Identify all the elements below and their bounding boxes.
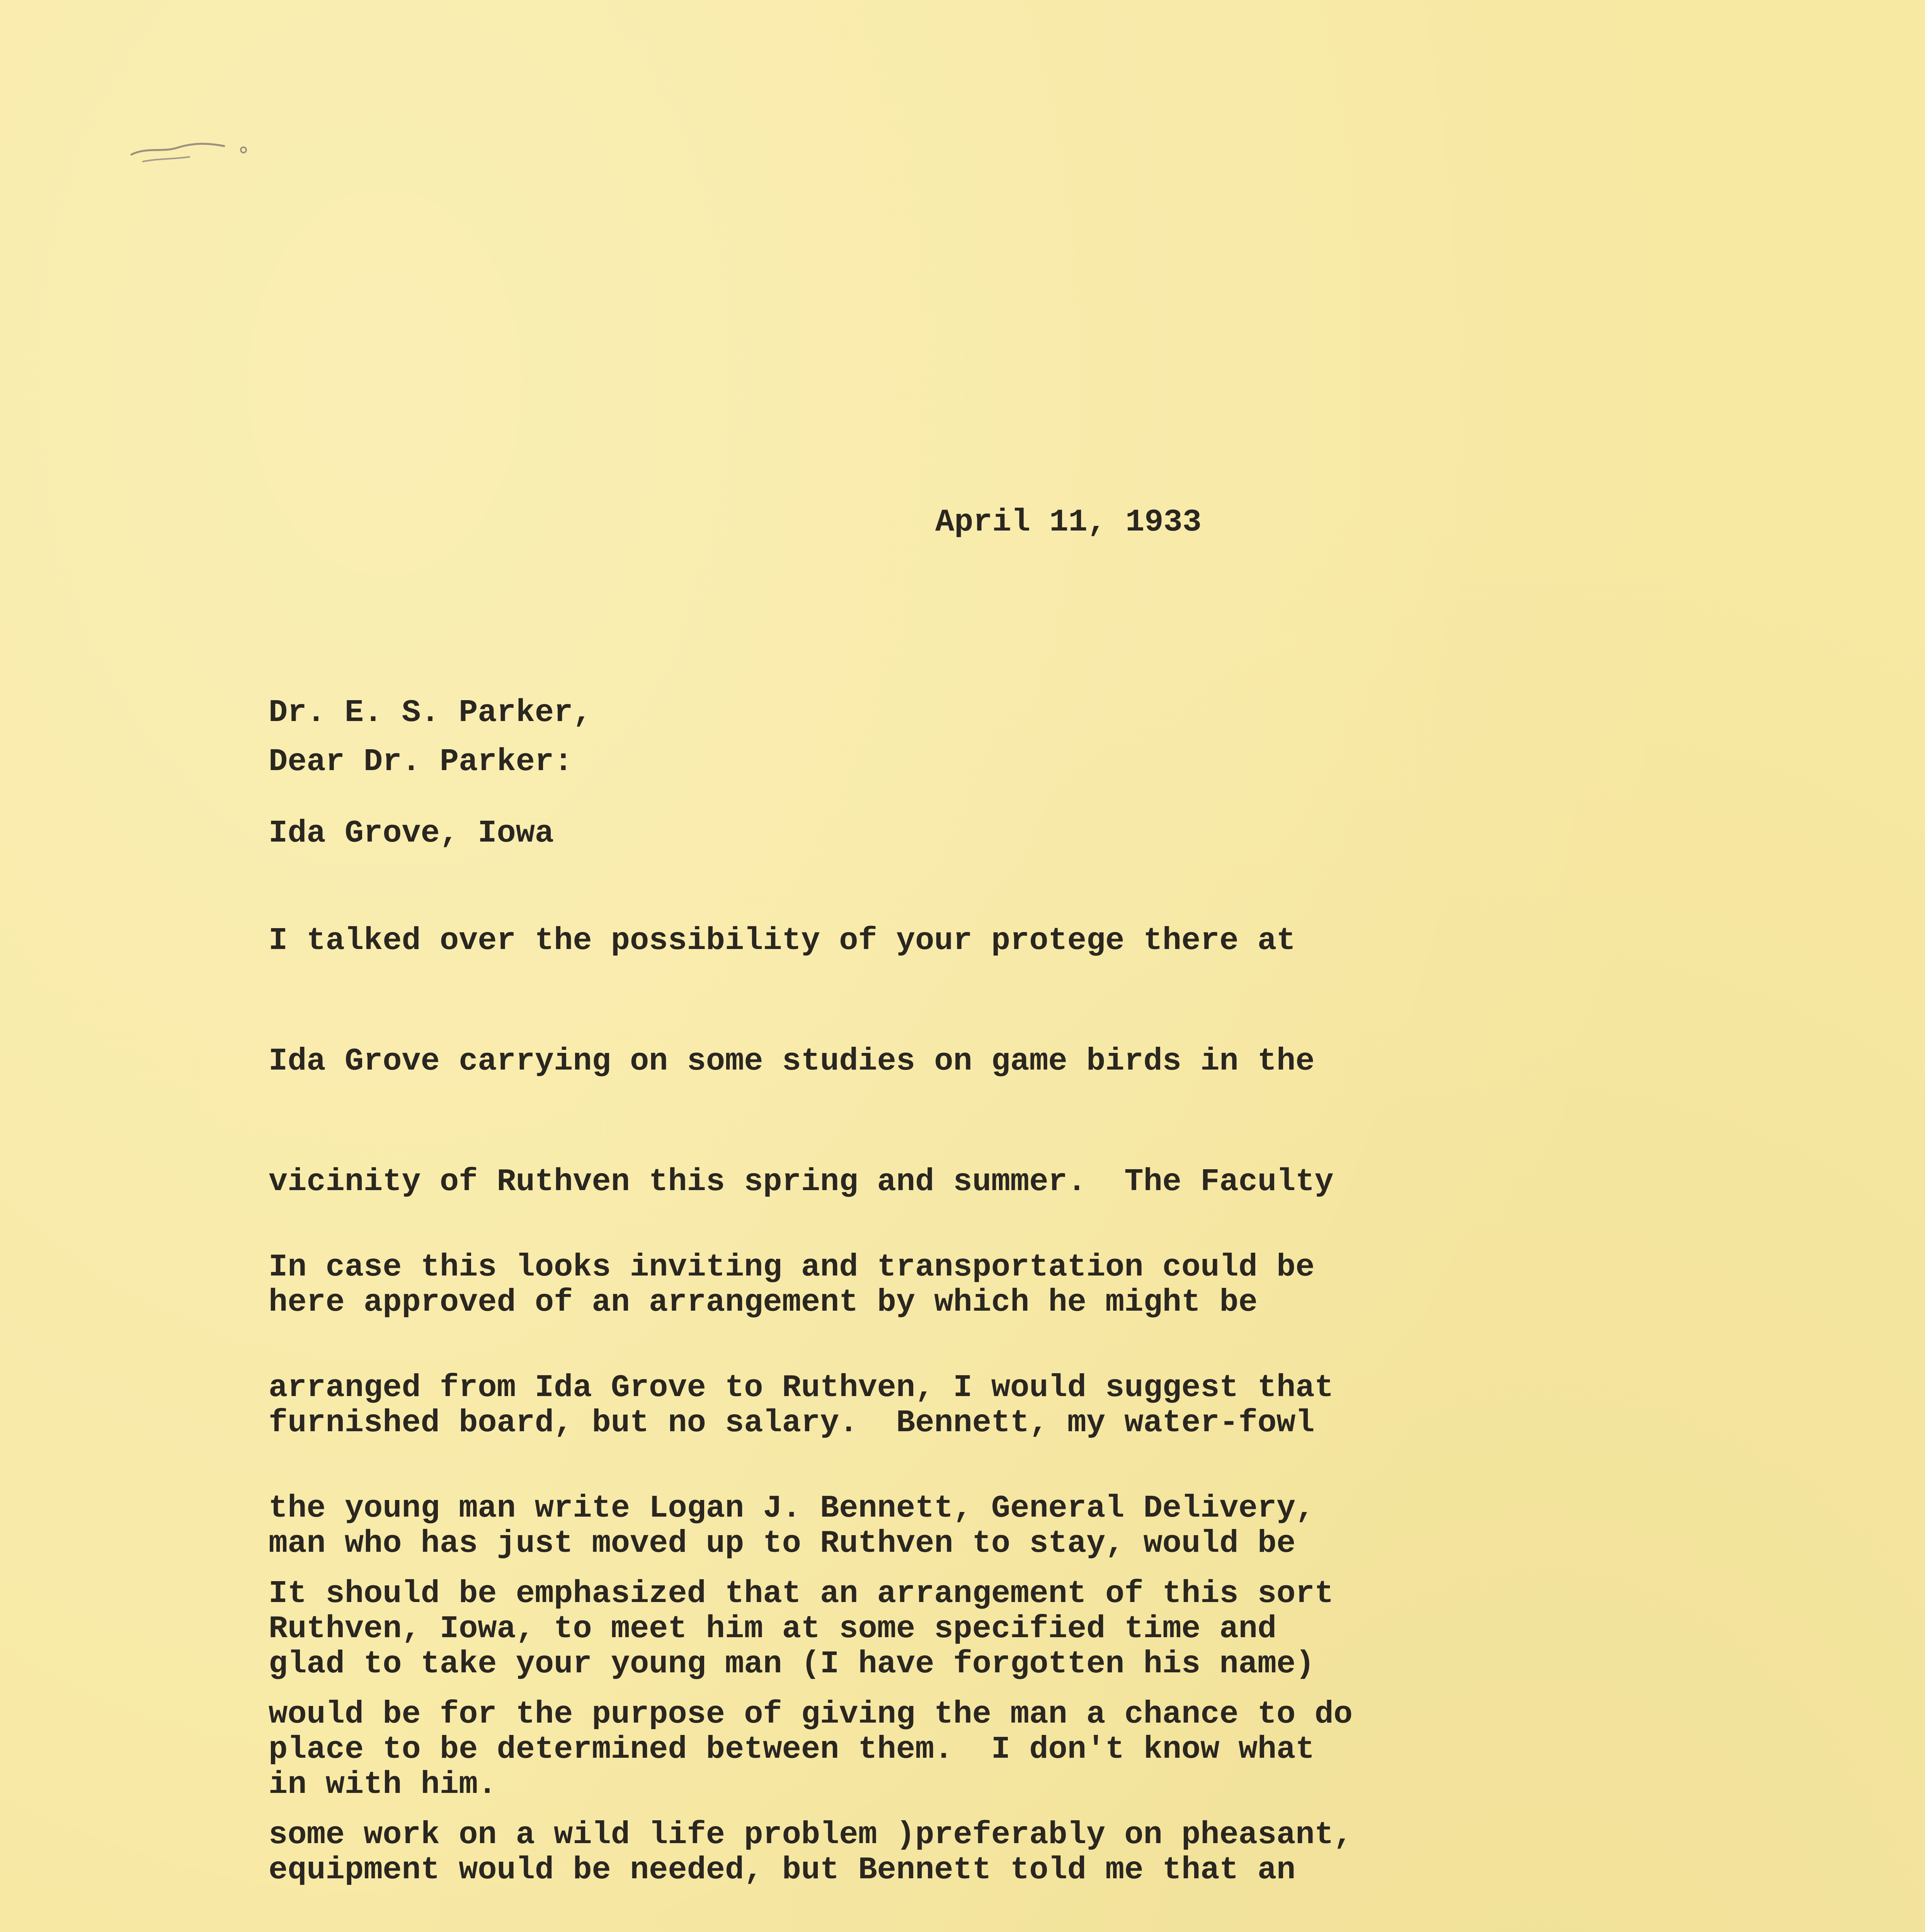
paragraph-3 bbox=[269, 1493, 1448, 1932]
salutation: Dear Dr. Parker: bbox=[269, 744, 573, 780]
paragraph-4 bbox=[269, 1872, 1448, 1932]
text-line: vicinity of Ruthven this spring and summer. The Faculty bbox=[269, 1164, 1334, 1200]
text-line: equipment would be needed, but Bennett told me that an bbox=[269, 1852, 1296, 1888]
text-line: here approved of an arrangement by which he might be bbox=[269, 1284, 1258, 1320]
letter-date: April 11, 1933 bbox=[935, 504, 1202, 540]
text-line: in with him. bbox=[269, 1767, 497, 1803]
text-line: Ruthven, Iowa, to meet him at some specified time and bbox=[269, 1611, 1277, 1647]
text-line: It should be emphasized that an arrangement of this sort bbox=[269, 1576, 1334, 1612]
text-line: Ida Grove carrying on some studies on game birds in the bbox=[269, 1043, 1315, 1079]
recipient-name: Dr. E. S. Parker, bbox=[269, 695, 592, 731]
recipient-address: Ida Grove, Iowa bbox=[269, 815, 554, 851]
text-line: furnished board, but no salary. Bennett, my water-fowl bbox=[269, 1405, 1315, 1441]
text-line: glad to take your young man (I have forgotten his name) bbox=[269, 1646, 1315, 1682]
text-line: In case this looks inviting and transportation could be bbox=[269, 1249, 1315, 1285]
text-line: some work on a wild life problem )preferably on pheasant, bbox=[269, 1817, 1353, 1853]
text-line: I talked over the possibility of your protege there at bbox=[269, 923, 1296, 959]
text-line: the young man write Logan J. Bennett, General Delivery, bbox=[269, 1490, 1315, 1526]
text-line: place to be determined between them. I don't know what bbox=[269, 1731, 1315, 1767]
text-line: would be for the purpose of giving the man a chance to do bbox=[269, 1696, 1353, 1732]
text-line: man who has just moved up to Ruthven to stay, would be bbox=[269, 1526, 1296, 1561]
text-line: arranged from Ida Grove to Ruthven, I would suggest that bbox=[269, 1370, 1334, 1406]
